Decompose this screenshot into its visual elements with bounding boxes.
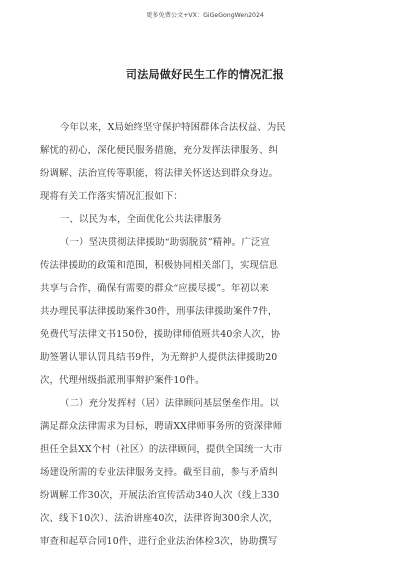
body-line: 助签署认罪认罚具结书9件，为无辩护人提供法律援助20	[40, 352, 278, 363]
body-line: 共享与合作，确保有需要的群众“应援尽援”。年初以来	[40, 283, 269, 294]
body-line: 传法律援助的政策和范围，积极协同相关部门，实现信息	[40, 260, 279, 271]
body-line: 免费代写法律文书150份，援助律师值班共40余人次，协	[40, 329, 281, 340]
body-line: 次、线下10次）、法治讲座40次，法律咨询300余人次，	[40, 513, 279, 524]
section-heading: 一、以民为本，全面优化公共法律服务	[60, 214, 222, 225]
body-line: 次，代理州级指派刑事辩护案件10件。	[40, 375, 205, 386]
body-line: 纷调解工作30次，开展法治宣传活动340人次（线上330	[40, 490, 280, 501]
body-line: 审查和起草合同10件，进行企业法治体检3次，协助撰写	[40, 536, 278, 547]
body-line: 满足群众法律需求为目标，聘请XX律师事务所的资深律师	[40, 421, 283, 432]
body-line: 现将有关工作落实情况汇报如下：	[40, 191, 183, 202]
body-line: 场建设所需的专业法律服务支持。截至目前，参与矛盾纠	[40, 467, 279, 478]
document-title: 司法局做好民生工作的情况汇报	[125, 68, 285, 81]
body-line: （二）充分发挥村（居）法律顾问基层堡垒作用。以	[60, 398, 280, 409]
body-line: 解忧的初心，深化便民服务措施，充分发挥法律服务、纠	[40, 145, 279, 156]
body-line: 共办理民事法律援助案件30件，刑事法律援助案件7件，	[40, 306, 278, 317]
page-header-note: 更多免费公文+VX：GiGeGongWen2024	[146, 12, 264, 19]
body-line: 今年以来，X局始终坚守保护特困群体合法权益、为民	[60, 122, 286, 133]
body-line: 纷调解、法治宣传等职能，将法律关怀送达到群众身边。	[40, 168, 279, 179]
body-line: （一）坚决贯彻法律援助“助弱脱贫”精神。广泛宣	[60, 237, 270, 248]
body-line: 担任全县XX个村（社区）的法律顾问，提供全国统一大市	[40, 444, 283, 455]
